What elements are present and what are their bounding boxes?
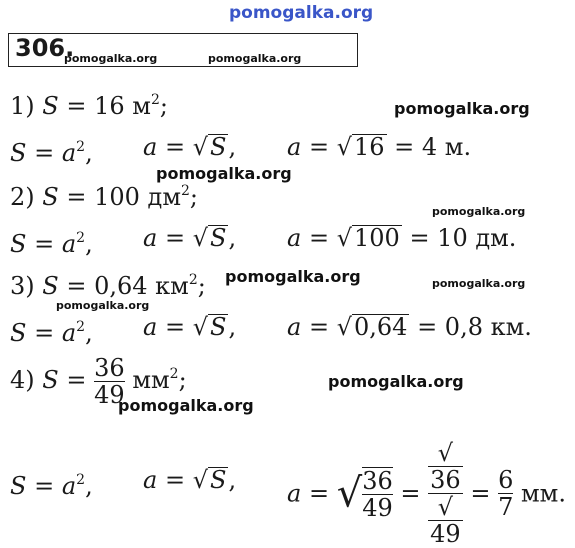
unit: мм. [521, 479, 566, 508]
var-s: S [42, 183, 59, 211]
eq: = [34, 139, 55, 167]
watermark: pomogalka.org [208, 52, 302, 65]
var-a: a [143, 224, 158, 252]
numerator: √ 36 [430, 439, 461, 494]
radicand: S [209, 313, 227, 341]
radicand: 16 [353, 133, 385, 161]
comma: , [228, 313, 237, 341]
comma: , [228, 466, 237, 494]
exponent: 2 [169, 366, 179, 382]
item-label: 3) [10, 272, 35, 300]
item-3-result: a = √0,64 = 0,8 км. [287, 313, 532, 341]
watermark: pomogalka.org [394, 99, 530, 118]
result-value: = 10 дм. [409, 224, 517, 252]
eq: = [470, 479, 491, 508]
var-s: S [42, 92, 59, 120]
semicolon: ; [178, 366, 187, 394]
item-1-result: a = √16 = 4 м. [287, 133, 472, 161]
item-4-solution [10, 466, 93, 500]
radicand: S [209, 466, 227, 494]
eq: = [164, 224, 186, 252]
problem-number-box [8, 33, 358, 67]
comma: , [85, 139, 93, 167]
item-label: 4) [10, 366, 35, 394]
comma: , [85, 319, 93, 347]
var-a: a [143, 466, 158, 494]
var-a: a [143, 313, 158, 341]
comma: , [228, 133, 237, 161]
numerator: 6 [498, 466, 514, 494]
item-4-a-formula: a = √S, [143, 466, 237, 494]
given-value: = 16 м [66, 92, 151, 120]
item-label: 1) [10, 92, 35, 120]
eq: = [164, 313, 186, 341]
eq: = [308, 133, 330, 161]
item-label: 2) [10, 183, 35, 211]
var-a: a [61, 230, 77, 258]
var-s: S [42, 366, 59, 394]
exponent: 2 [188, 272, 198, 288]
radicand: 100 [353, 224, 400, 252]
eq: = [34, 230, 55, 258]
var-a: a [61, 139, 77, 167]
unit: мм [132, 366, 170, 394]
var-a: a [287, 479, 302, 508]
var-s: S [10, 230, 27, 258]
semicolon: ; [189, 183, 199, 211]
item-1-a-formula: a = √S, [143, 133, 237, 161]
exponent: 2 [76, 472, 86, 488]
exponent: 2 [181, 183, 190, 199]
radicand: 0,64 [353, 313, 408, 341]
var-a: a [287, 133, 302, 161]
semicolon: ; [197, 272, 206, 300]
var-a: a [287, 313, 302, 341]
eq: = [308, 313, 330, 341]
denominator: 49 [362, 493, 393, 522]
var-a: a [287, 224, 302, 252]
var-a: a [61, 319, 77, 347]
watermark: pomogalka.org [56, 299, 150, 312]
radicand: 49 [430, 520, 461, 548]
item-3-solution [10, 313, 93, 347]
exponent: 2 [76, 319, 86, 335]
item-2-solution [10, 224, 93, 258]
exponent: 2 [76, 139, 86, 155]
eq: = [34, 472, 55, 500]
eq: = [164, 466, 186, 494]
eq: = [308, 479, 330, 508]
radicand: S [209, 133, 227, 161]
item-1-given [10, 86, 168, 120]
denominator: 49 [94, 381, 125, 409]
final-fraction [498, 467, 513, 520]
var-s: S [10, 319, 27, 347]
numerator: 36 [94, 354, 125, 382]
sqrt-sign: √ [336, 470, 363, 517]
eq: = [34, 319, 55, 347]
var-s: S [10, 472, 27, 500]
radicand: S [209, 224, 227, 252]
item-3-a-formula: a = √S, [143, 313, 237, 341]
watermark: pomogalka.org [432, 277, 526, 290]
item-1-solution [10, 133, 93, 167]
semicolon: ; [159, 92, 168, 120]
given-value: = 0,64 км [66, 272, 189, 300]
var-s: S [10, 139, 27, 167]
item-2-result: a = √100 = 10 дм. [287, 224, 517, 252]
comma: , [85, 472, 93, 500]
eq: = [66, 366, 87, 394]
var-s: S [42, 272, 59, 300]
watermark: pomogalka.org [229, 3, 374, 23]
eq: = [308, 224, 330, 252]
denominator: 7 [498, 493, 514, 521]
watermark: pomogalka.org [328, 372, 464, 391]
radicand: 36 [430, 466, 461, 494]
result-value: = 4 м. [394, 133, 472, 161]
numerator: 36 [362, 466, 393, 495]
item-3-given [10, 266, 206, 300]
denominator: √ 49 [430, 493, 461, 548]
result-value: = 0,8 км. [417, 313, 532, 341]
eq: = [164, 133, 186, 161]
sqrt-ratio [428, 440, 463, 547]
watermark: pomogalka.org [156, 164, 292, 183]
item-2-a-formula: a = √S, [143, 224, 237, 252]
watermark: pomogalka.org [118, 396, 254, 415]
watermark: pomogalka.org [64, 52, 158, 65]
exponent: 2 [76, 230, 86, 246]
var-a: a [61, 472, 77, 500]
exponent: 2 [150, 92, 160, 108]
comma: , [228, 224, 237, 252]
var-a: a [143, 133, 158, 161]
problem-number: 306. [15, 34, 75, 62]
sqrt-fraction [362, 467, 393, 521]
comma: , [85, 230, 93, 258]
given-value: = 100 дм [66, 183, 181, 211]
eq: = [400, 479, 421, 508]
watermark: pomogalka.org [225, 267, 361, 286]
item-4-result [287, 440, 566, 547]
watermark: pomogalka.org [432, 205, 526, 218]
